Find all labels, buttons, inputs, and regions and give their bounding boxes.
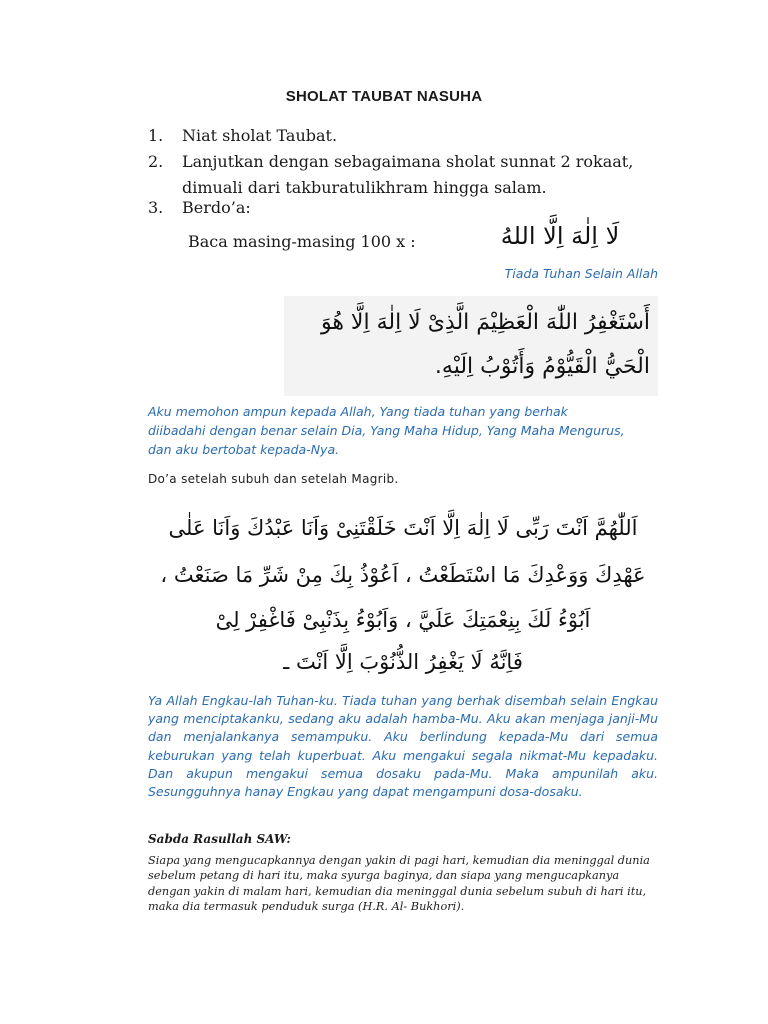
tahlil-arabic: لَا اِلٰهَ اِلَّا اللهُ [500, 222, 620, 250]
doa-arabic-line-1: اَللّٰهُمَّ اَنْتَ رَبِّى لَا اِلٰهَ اِلَّا اَنْتَ خَلَقْتَنِىْ وَاَنَا عَبْدُكَ وَاَنَا عَلٰى [168, 516, 638, 540]
doa-arabic-line-4: فَاِنَّهُ لَا يَغْفِرُ الذُّنُوْبَ اِلَّا اَنْتَ ـ [283, 650, 523, 674]
sabda-heading: Sabda Rasullah SAW: [148, 832, 291, 846]
istighfar-arabic-line-1: أَسْتَغْفِرُ اللّٰهَ الْعَظِيْمَ الَّذِىْ لَا اِلٰهَ اِلَّا هُوَ [320, 310, 650, 335]
step-item-2 [148, 149, 668, 201]
step-text: Berdo’a: [182, 198, 251, 217]
istighfar-arabic-line-2: الْحَيُّ الْقَيُّوْمُ وَأَتُوْبُ اِلَيْهِ. [434, 354, 650, 379]
doa-arabic-line-3: اَبُوْءُ لَكَ بِنِعْمَتِكَ عَلَيَّ ، وَاَبُوْءُ بِذَنْبِىْ فَاغْفِرْ لِىْ [215, 608, 591, 632]
tahlil-meaning: Tiada Tuhan Selain Allah [504, 266, 658, 281]
step-number: 3. [148, 198, 164, 217]
step-text: Lanjutkan dengan sebagaimana sholat sunnat 2 rokaat, dimuali dari takburatulikhram hingga salam. [182, 152, 634, 197]
step-number: 1. [148, 126, 164, 145]
sabda-text: Siapa yang mengucapkannya dengan yakin di pagi hari, kemudian dia meninggal dunia sebelum petang di hari itu, maka syurga baginya, dan siapa yang mengucapkanya dengan yakin di malam hari, kemudian dia meninggal dunia sebelum subuh di hari itu, maka dia termasuk penduduk surga (H.R. Al- Bukhori). [148, 854, 650, 913]
page-title: SHOLAT TAUBAT NASUHA [285, 88, 483, 105]
repeat-instruction: Baca masing-masing 100 x : [188, 232, 416, 251]
istighfar-meaning: Aku memohon ampun kepada Allah, Yang tiada tuhan yang berhak diibadahi dengan benar selain Dia, Yang Maha Hidup, Yang Maha Mengurus, dan aku bertobat kepada-Nya. [148, 404, 625, 457]
doa-instruction: Do’a setelah subuh dan setelah Magrib. [148, 472, 399, 486]
doa-arabic-line-2: عَهْدِكَ وَوَعْدِكَ مَا اسْتَطَعْتُ ، اَعُوْذُ بِكَ مِنْ شَرِّ مَا صَنَعْتُ ، [160, 563, 646, 587]
step-item-1 [148, 123, 668, 149]
step-number: 2. [148, 152, 164, 171]
doa-meaning: Ya Allah Engkau-lah Tuhan-ku. Tiada tuhan yang berhak disembah selain Engkau yang menciptakanku, sedang aku adalah hamba-Mu. Aku akan menjaga janji-Mu dan menjalankanya semampuku. Aku berlindung kepada-Mu dari semua keburukan yang telah kuperbuat. Aku mengakui segala nikmat-Mu kepadaku. Dan akupun mengakui semua dosaku pada-Mu. Maka ampunilah aku. Sesungguhnya hanay Engkau yang dapat mengampuni dosa-dosaku. [148, 693, 658, 800]
step-text: Niat sholat Taubat. [182, 126, 338, 145]
step-item-3 [148, 195, 668, 221]
